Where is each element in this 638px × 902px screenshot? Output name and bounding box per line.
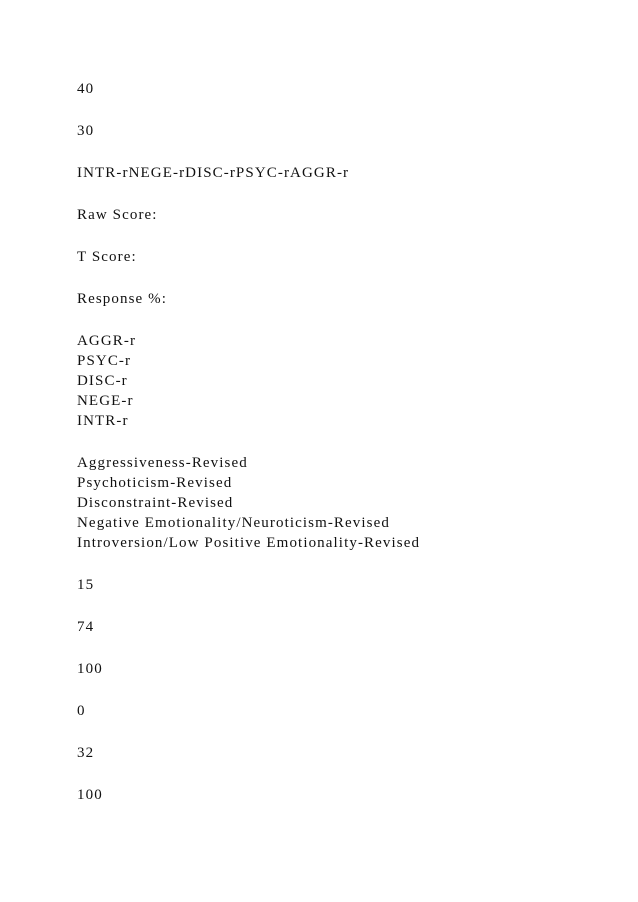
text-line: 32 [77, 745, 95, 761]
text-line: 100 [77, 661, 103, 677]
scale-abbr-disc: DISC-r [77, 373, 128, 389]
scale-abbr-psyc: PSYC-r [77, 353, 132, 369]
document-page [77, 79, 617, 827]
value-100 [77, 659, 617, 679]
scale-abbr-aggr: AGGR-r [77, 333, 137, 349]
scale-abbr-intr: INTR-r [77, 413, 129, 429]
value-40 [77, 79, 617, 99]
text-line: 40 [77, 81, 95, 97]
value-15 [77, 575, 617, 595]
value-0 [77, 701, 617, 721]
text-line: 74 [77, 619, 95, 635]
text-line: 15 [77, 577, 95, 593]
scale-abbreviations [77, 331, 617, 431]
text-line: Raw Score: [77, 207, 158, 223]
value-32 [77, 743, 617, 763]
text-line: 100 [77, 787, 103, 803]
text-line: INTR-rNEGE-rDISC-rPSYC-rAGGR-r [77, 165, 350, 181]
t-score-label [77, 247, 617, 267]
scale-abbr-nege: NEGE-r [77, 393, 134, 409]
scale-name-psyc: Psychoticism-Revised [77, 475, 233, 491]
value-100-second [77, 785, 617, 805]
raw-score-label [77, 205, 617, 225]
text-line: 30 [77, 123, 95, 139]
scale-axis-labels [77, 163, 617, 183]
text-line: T Score: [77, 249, 137, 265]
text-line: 0 [77, 703, 86, 719]
scale-name-nege: Negative Emotionality/Neuroticism-Revised [77, 515, 390, 531]
scale-name-aggr: Aggressiveness-Revised [77, 455, 248, 471]
scale-full-names [77, 453, 617, 553]
value-30 [77, 121, 617, 141]
value-74 [77, 617, 617, 637]
scale-name-disc: Disconstraint-Revised [77, 495, 234, 511]
scale-name-intr: Introversion/Low Positive Emotionality-Revised [77, 535, 421, 551]
response-percent-label [77, 289, 617, 309]
text-line: Response %: [77, 291, 168, 307]
